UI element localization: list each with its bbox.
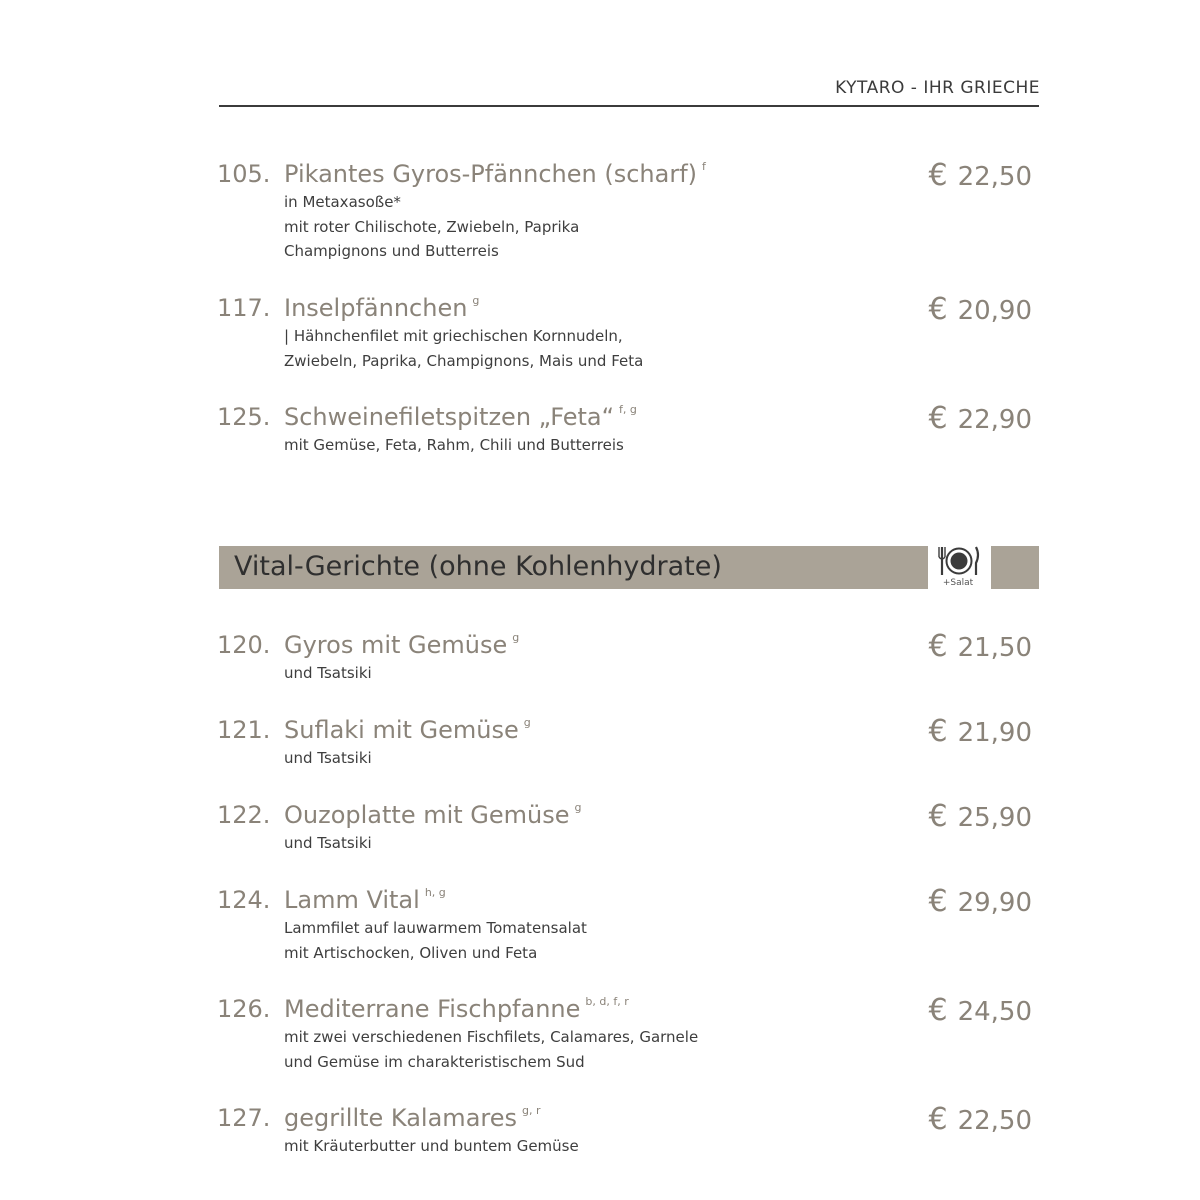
item-name: Pikantes Gyros-Pfännchen (scharf) $^f$ [284,160,706,188]
item-description: und Tsatsiki [284,834,372,852]
item-number: 125. [217,403,271,431]
euro-icon: € [928,714,948,749]
item-description: Lammfilet auf lauwarmem Tomatensalat mit Artischocken, Oliven und Feta [284,919,587,962]
euro-icon: € [928,629,948,664]
item-allergens: g [512,631,520,644]
item-description: mit Gemüse, Feta, Rahm, Chili und Butterreis [284,436,624,454]
euro-icon: € [928,292,948,327]
item-price: € 22,50 [928,1102,1032,1137]
item-allergens: g, r [522,1104,541,1117]
item-number: 122. [217,801,271,829]
item-number: 120. [217,631,271,659]
item-number: 126. [217,995,271,1023]
item-number: 105. [217,160,271,188]
item-description: | Hähnchenfilet mit griechischen Kornnudeln, Zwiebeln, Paprika, Champignons, Mais und Feta [284,327,644,370]
euro-icon: € [928,799,948,834]
item-allergens: f, g [619,403,637,416]
item-description: in Metaxasoße* mit roter Chilischote, Zwiebeln, Paprika Champignons und Butterreis [284,193,580,260]
item-name: Inselpfännchen $^g$ [284,294,480,322]
item-name: Lamm Vital $^{h, g}$ [284,886,446,914]
item-description: und Tsatsiki [284,749,372,767]
item-price: € 22,50 [928,158,1032,193]
item-description: mit Kräuterbutter und buntem Gemüse [284,1137,579,1155]
euro-icon: € [928,158,948,193]
item-allergens: f [702,160,706,173]
item-price: € 22,90 [928,401,1032,436]
item-number: 124. [217,886,271,914]
item-description: mit zwei verschiedenen Fischfilets, Calamares, Garnele und Gemüse im charakteristischem Sud [284,1028,699,1071]
item-allergens: b, d, f, r [585,995,629,1008]
item-number: 121. [217,716,271,744]
item-price: € 21,50 [928,629,1032,664]
section-header-bar-end [991,546,1039,589]
item-price: € 24,50 [928,993,1032,1028]
item-allergens: g [472,294,480,307]
item-name: gegrillte Kalamares $^{g, r}$ [284,1104,541,1132]
item-allergens: g [574,801,582,814]
item-number: 127. [217,1104,271,1132]
euro-icon: € [928,884,948,919]
euro-icon: € [928,993,948,1028]
plate-icon-label: +Salat [942,578,974,588]
item-name: Schweinefiletspitzen „Feta“ $^{f, g}$ [284,403,637,431]
header-title: KYTARO - IHR GRIECHE [835,78,1040,98]
item-price: € 20,90 [928,292,1032,327]
item-price: € 21,90 [928,714,1032,749]
section-title: Vital-Gerichte (ohne Kohlenhydrate) [234,551,722,582]
item-name: Mediterrane Fischpfanne $^{b, d, f, r}$ [284,995,629,1023]
item-price: € 29,90 [928,884,1032,919]
item-number: 117. [217,294,271,322]
item-allergens: g [523,716,531,729]
item-name: Ouzoplatte mit Gemüse $^g$ [284,801,582,829]
euro-icon: € [928,401,948,436]
item-allergens: h, g [424,886,446,899]
header-rule [219,105,1039,107]
item-price: € 25,90 [928,799,1032,834]
item-description: und Tsatsiki [284,664,372,682]
euro-icon: € [928,1102,948,1137]
item-name: Suflaki mit Gemüse $^g$ [284,716,531,744]
item-name: Gyros mit Gemüse $^g$ [284,631,520,659]
